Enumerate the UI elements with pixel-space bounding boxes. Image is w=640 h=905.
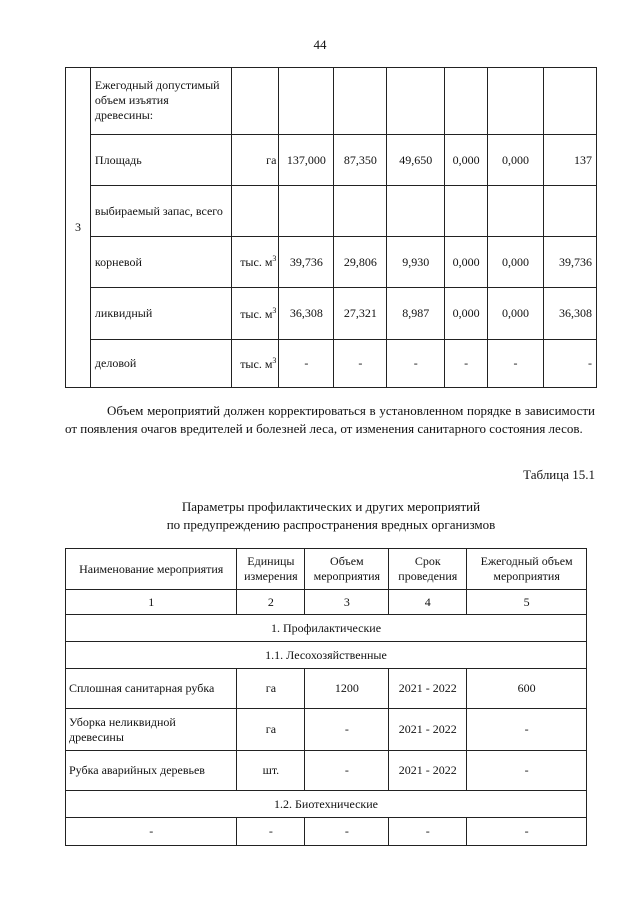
heading-row-label: Ежегодный допустимый объем изъятия древесины: [90, 68, 231, 135]
measures-table [65, 548, 587, 846]
table-caption: Таблица 15.1 [523, 467, 595, 482]
subsection-row: 1.2. Биотехнические [66, 791, 587, 818]
table-row: Уборка неликвидной древесины га - 2021 - 2022 - [66, 709, 587, 751]
table-row: деловой тыс. $м^3$ - - - - - - [66, 340, 597, 388]
harvest-volume-table [65, 67, 597, 388]
table-row: ликвидный тыс. $м^3$ 36,308 27,321 8,987 0,000 0,000 36,308 [66, 288, 597, 340]
column-number-row: 1 2 3 4 5 [66, 590, 587, 615]
table-row: Сплошная санитарная рубка га 1200 2021 - 2022 600 [66, 669, 587, 709]
table-row: - - - - - [66, 818, 587, 846]
subsection-row: 1.1. Лесохозяйственные [66, 642, 587, 669]
row-number: 3 [66, 68, 91, 388]
page-number: 44 [313, 37, 327, 52]
section-row: 1. Профилактические [66, 615, 587, 642]
table-row: корневой тыс. $м^3$ 39,736 29,806 9,930 0,000 0,000 39,736 [66, 237, 597, 288]
table-row: Площадь га 137,000 87,350 49,650 0,000 0,000 137 [66, 135, 597, 186]
table-row: Рубка аварийных деревьев шт. - 2021 - 2022 - [66, 751, 587, 791]
subheading-row-label: выбираемый запас, всего [90, 186, 231, 237]
table-title: Параметры профилактических и других мероприятий по предупреждению распространения вредных организмов [166, 499, 496, 532]
table-header-row: Наименование мероприятия Единицы измерения Объем мероприятия Срок проведения Ежегодный объем мероприятия [66, 549, 587, 590]
body-paragraph: Объем мероприятий должен корректироваться в установленном порядке в зависимости от появления очагов вредителей и болезней леса, от изменения санитарного состояния лесов. [65, 403, 595, 436]
